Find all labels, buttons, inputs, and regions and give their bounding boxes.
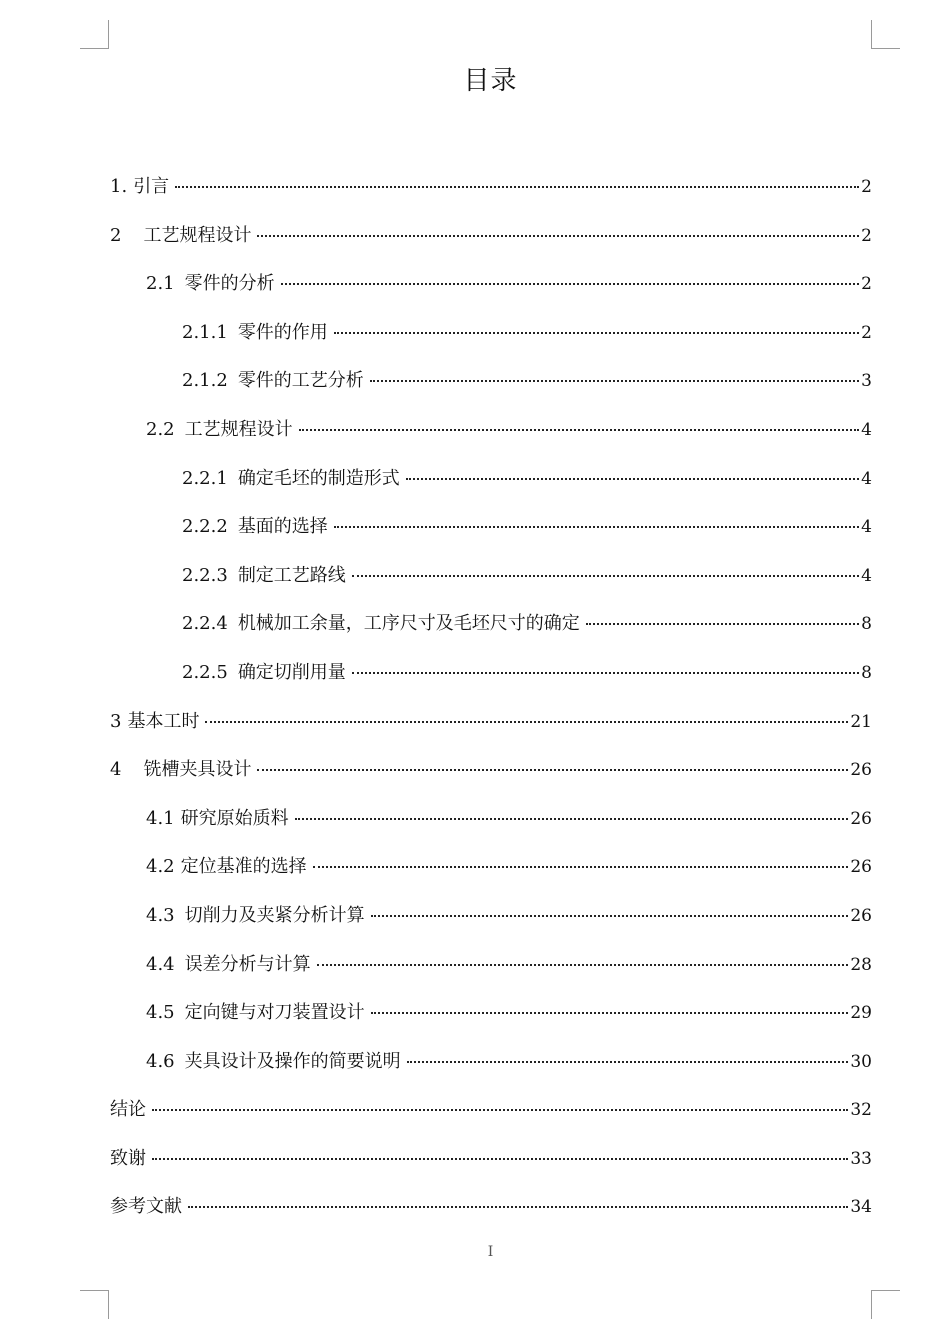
toc-entry-title: 工艺规程设计 (143, 224, 252, 246)
toc-leader-dots (299, 429, 860, 431)
toc-leader-dots (152, 1158, 848, 1160)
toc-entry-title: 夹具设计及操作的简要说明 (184, 1050, 401, 1072)
toc-entry[interactable] (110, 510, 872, 559)
toc-entry-title: 零件的作用 (237, 321, 328, 343)
toc-entry-page: 4 (861, 468, 872, 489)
toc-entry-number: 4.4 (146, 953, 175, 975)
toc-entry[interactable] (110, 170, 872, 219)
table-of-contents (110, 170, 872, 1239)
toc-entry-number: 2 (110, 224, 122, 246)
toc-leader-dots (407, 1061, 849, 1063)
toc-entry[interactable] (110, 1142, 872, 1191)
toc-leader-dots (257, 769, 848, 771)
toc-entry-page: 4 (861, 419, 872, 440)
crop-mark-top-right (871, 20, 900, 49)
toc-leader-dots (352, 672, 859, 674)
toc-entry-number: 4.3 (146, 904, 175, 926)
toc-entry-title: 研究原始质料 (180, 807, 289, 829)
toc-leader-dots (370, 380, 859, 382)
toc-entry[interactable] (110, 219, 872, 268)
toc-entry[interactable] (110, 850, 872, 899)
toc-entry-page: 29 (850, 1003, 872, 1024)
toc-leader-dots (205, 721, 848, 723)
toc-leader-dots (586, 623, 859, 625)
toc-entry-title: 结论 (110, 1099, 146, 1121)
toc-entry-number: 2.1.1 (182, 321, 228, 343)
toc-entry[interactable] (110, 559, 872, 608)
crop-mark-bottom-left (80, 1290, 109, 1319)
toc-entry-title: 定位基准的选择 (180, 856, 307, 878)
toc-entry[interactable] (110, 802, 872, 851)
toc-entry-title: 零件的分析 (184, 273, 275, 295)
toc-entry-number: 4.2 (146, 856, 175, 878)
toc-entry-number: 2.2.4 (182, 613, 228, 635)
toc-leader-dots (257, 235, 859, 237)
toc-entry-number: 4.1 (146, 807, 175, 829)
toc-entry-number: 3 (110, 710, 122, 732)
toc-entry-page: 3 (861, 371, 872, 392)
toc-entry-page: 8 (861, 662, 872, 683)
toc-leader-dots (406, 478, 859, 480)
toc-entry-number: 4.6 (146, 1050, 175, 1072)
page-number: I (487, 1244, 494, 1260)
toc-entry[interactable] (110, 948, 872, 997)
toc-entry-number: 2.2.1 (182, 467, 228, 489)
toc-leader-dots (334, 526, 859, 528)
toc-entry-title: 切削力及夹紧分析计算 (184, 904, 365, 926)
toc-entry-page: 26 (850, 857, 872, 878)
toc-entry[interactable] (110, 267, 872, 316)
toc-entry-number: 2.1.2 (182, 370, 228, 392)
toc-entry-page: 2 (861, 225, 872, 246)
toc-entry[interactable] (110, 996, 872, 1045)
toc-leader-dots (371, 915, 849, 917)
toc-entry-title: 基本工时 (127, 710, 200, 732)
toc-entry-page: 33 (850, 1148, 872, 1169)
toc-entry-title: 机械加工余量，工序尺寸及毛坯尺寸的确定 (237, 613, 580, 635)
toc-entry-page: 4 (861, 517, 872, 538)
toc-entry-number: 2.2.5 (182, 661, 228, 683)
toc-entry-page: 32 (850, 1100, 872, 1121)
toc-leader-dots (188, 1206, 848, 1208)
toc-entry-title: 误差分析与计算 (184, 953, 311, 975)
toc-entry[interactable] (110, 656, 872, 705)
toc-entry-page: 34 (850, 1197, 872, 1218)
toc-entry-title: 基面的选择 (237, 516, 328, 538)
toc-leader-dots (152, 1109, 848, 1111)
toc-entry[interactable] (110, 705, 872, 754)
toc-entry-title: 零件的工艺分析 (237, 370, 364, 392)
toc-entry[interactable] (110, 1190, 872, 1239)
toc-entry[interactable] (110, 607, 872, 656)
toc-entry[interactable] (110, 1093, 872, 1142)
page-title: 目录 (463, 66, 518, 96)
toc-entry-number: 2.2.3 (182, 564, 228, 586)
toc-entry-number: 2.2 (146, 418, 175, 440)
toc-entry[interactable] (110, 316, 872, 365)
toc-leader-dots (295, 818, 849, 820)
toc-entry-title: 制定工艺路线 (237, 564, 346, 586)
toc-leader-dots (313, 866, 849, 868)
toc-entry-number: 1. (110, 176, 128, 197)
toc-entry-number: 2.2.2 (182, 516, 228, 538)
toc-entry-title: 铣槽夹具设计 (143, 759, 252, 781)
toc-entry-title: 确定毛坯的制造形式 (237, 467, 400, 489)
toc-entry-number: 4.5 (146, 1002, 175, 1024)
toc-entry[interactable] (110, 899, 872, 948)
toc-leader-dots (352, 575, 859, 577)
toc-entry-page: 2 (861, 322, 872, 343)
toc-entry[interactable] (110, 1045, 872, 1094)
toc-entry-title: 定向键与对刀装置设计 (184, 1002, 365, 1024)
crop-mark-top-left (80, 20, 109, 49)
toc-entry-page: 4 (861, 565, 872, 586)
toc-leader-dots (317, 964, 849, 966)
toc-entry-page: 26 (850, 905, 872, 926)
toc-entry-page: 28 (850, 954, 872, 975)
toc-leader-dots (175, 186, 859, 188)
toc-entry-number: 4 (110, 759, 122, 781)
toc-entry-page: 21 (850, 711, 872, 732)
toc-entry-page: 30 (850, 1051, 872, 1072)
crop-mark-bottom-right (871, 1290, 900, 1319)
toc-entry-page: 2 (861, 177, 872, 197)
toc-entry-page: 26 (850, 760, 872, 781)
toc-leader-dots (371, 1012, 849, 1014)
toc-entry-page: 26 (850, 808, 872, 829)
toc-entry-page: 2 (861, 274, 872, 295)
toc-entry-title: 工艺规程设计 (184, 418, 293, 440)
toc-entry[interactable] (110, 413, 872, 462)
toc-leader-dots (281, 283, 860, 285)
toc-entry-page: 8 (861, 614, 872, 635)
toc-entry[interactable] (110, 753, 872, 802)
toc-entry[interactable] (110, 364, 872, 413)
toc-entry[interactable] (110, 462, 872, 511)
toc-leader-dots (334, 332, 859, 334)
toc-entry-title: 确定切削用量 (237, 661, 346, 683)
toc-entry-title: 参考文献 (110, 1196, 182, 1218)
toc-entry-title: 致谢 (110, 1147, 146, 1169)
toc-entry-title: 引言 (133, 176, 170, 197)
toc-entry-number: 2.1 (146, 273, 175, 295)
